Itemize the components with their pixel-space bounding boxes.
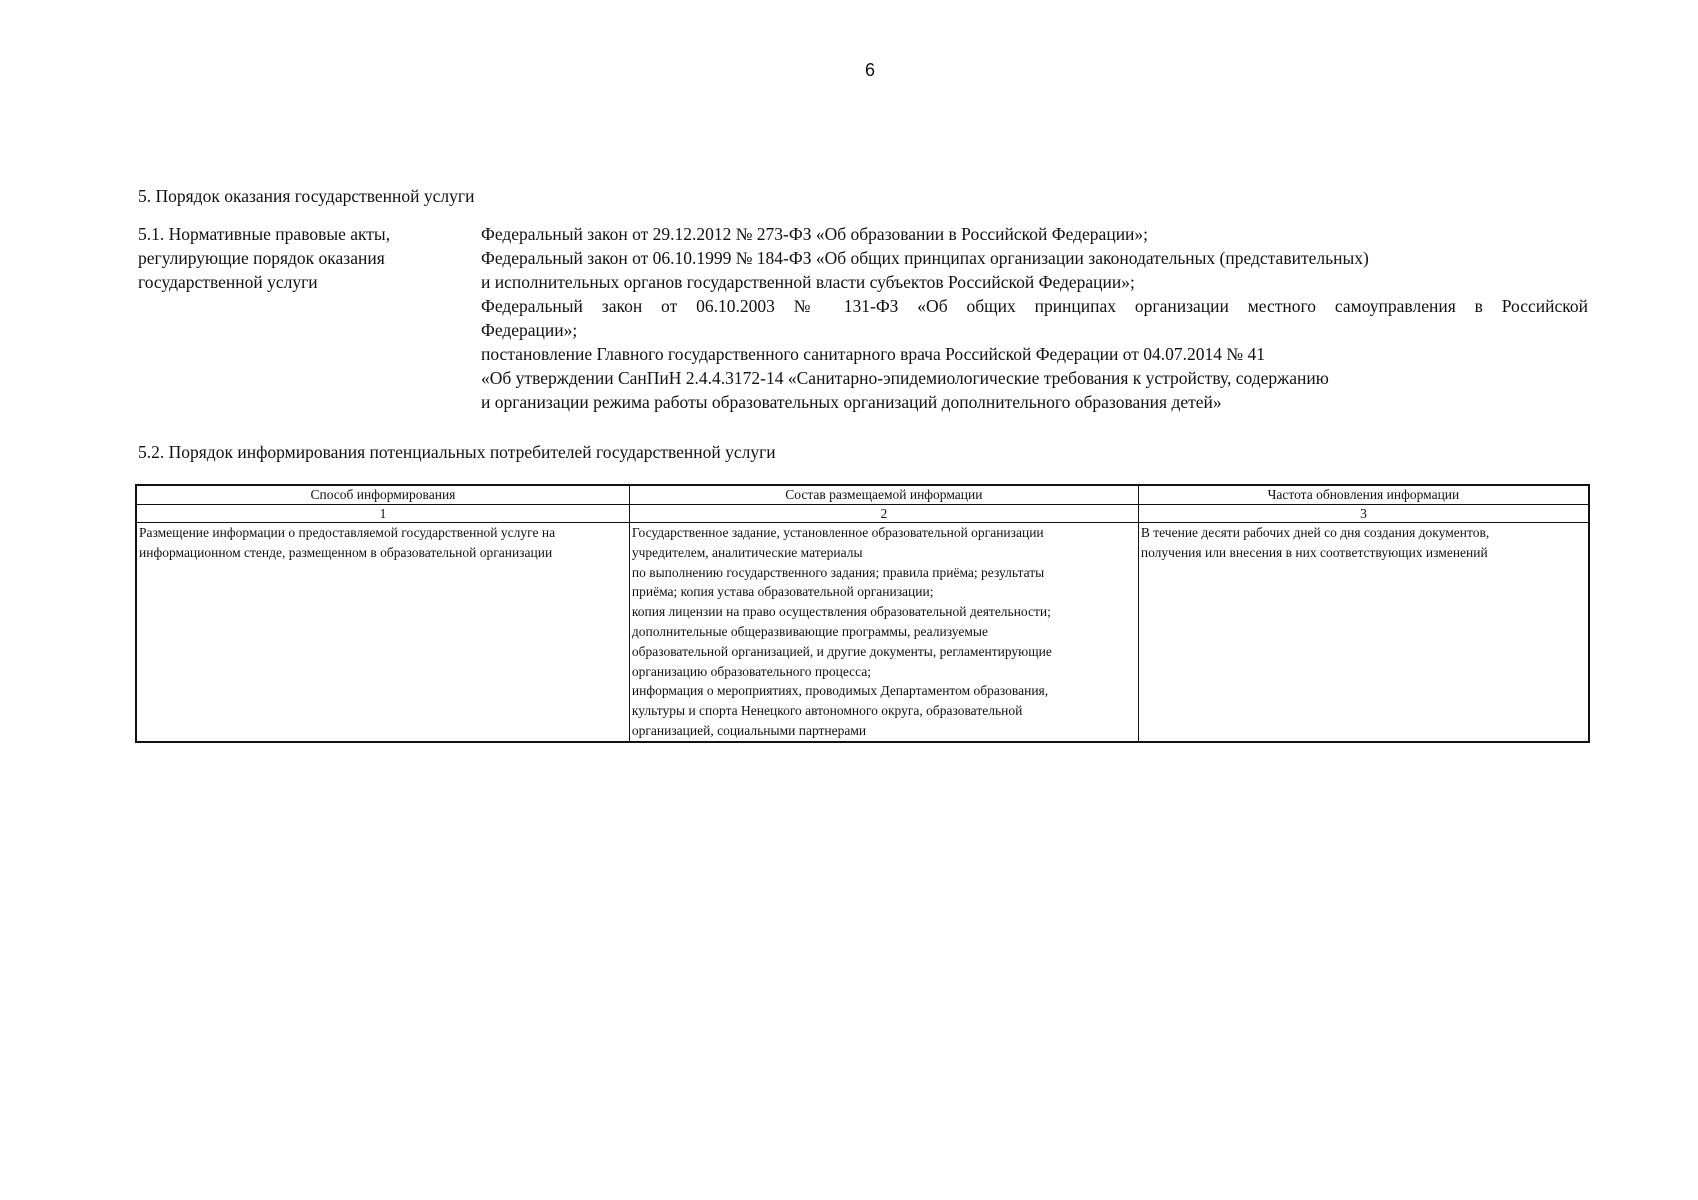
header-content: Состав размещаемой информации <box>629 485 1138 505</box>
header-frequency: Частота обновления информации <box>1138 485 1589 505</box>
cell-line: культуры и спорта Ненецкого автономного округа, образовательной <box>631 703 1023 719</box>
cell-line: учредителем, аналитические материалы <box>631 544 863 560</box>
cell-method <box>136 523 629 742</box>
column-number: 3 <box>1138 505 1589 523</box>
table-row <box>136 523 1589 742</box>
act-line: и исполнительных органов государственной власти субъектов Российской Федерации»; <box>481 272 1135 292</box>
column-number: 1 <box>136 505 629 523</box>
label-line: государственной услуги <box>138 272 318 292</box>
cell-line: копия лицензии на право осуществления образовательной деятельности; <box>631 604 1051 620</box>
cell-line: В течение десяти рабочих дней со дня создания документов, <box>1140 525 1490 540</box>
cell-line: Размещение информации о предоставляемой государственной услуге на <box>139 525 556 540</box>
cell-frequency <box>1138 523 1589 742</box>
cell-line: организацию образовательного процесса; <box>631 663 872 679</box>
label-line: 5.1. Нормативные правовые акты, <box>138 224 391 244</box>
table-number-row <box>136 505 1589 523</box>
cell-line: приёма; копия устава образовательной организации; <box>631 584 934 600</box>
page-number: 6 <box>864 60 875 80</box>
cell-line: Государственное задание, установленное образовательной организации <box>631 525 1044 540</box>
act-line-justified: Федеральный закон от 06.10.2003 № 131-ФЗ «Об общих принципах организации местного самоуправления в Российской <box>481 296 1588 316</box>
act-line: Федеральный закон от 06.10.1999 № 184-ФЗ «Об общих принципах организации законодательных (представительных) <box>481 248 1369 268</box>
cell-line: дополнительные общеразвивающие программы, реализуемые <box>631 623 988 639</box>
cell-line: информация о мероприятиях, проводимых Департаментом образования, <box>631 683 1049 699</box>
act-line: и организации режима работы образовательных организаций дополнительного образования детей» <box>481 392 1222 412</box>
table-header-row <box>136 485 1589 505</box>
act-line: Федеральный закон от 29.12.2012 № 273-ФЗ «Об образовании в Российской Федерации»; <box>481 224 1149 244</box>
column-number: 2 <box>629 505 1138 523</box>
cell-line: получения или внесения в них соответствующих изменений <box>1140 544 1488 560</box>
cell-line: информационном стенде, размещенном в образовательной организации <box>139 544 553 560</box>
act-line: постановление Главного государственного санитарного врача Российской Федерации от 04.07.2014 № 41 <box>481 344 1265 364</box>
act-line: «Об утверждении СанПиН 2.4.4.3172-14 «Санитарно-эпидемиологические требования к устройству, содержанию <box>481 368 1329 388</box>
regulatory-acts-label <box>138 222 438 294</box>
label-line: регулирующие порядок оказания <box>138 248 385 268</box>
cell-line: организацией, социальными партнерами <box>631 722 867 738</box>
act-line: Федерации»; <box>481 320 578 340</box>
subsection-title: 5.2. Порядок информирования потенциальных потребителей государственной услуги <box>138 442 776 462</box>
information-table <box>135 484 1590 743</box>
cell-line: образовательной организацией, и другие документы, регламентирующие <box>631 643 1052 659</box>
regulatory-acts-list <box>481 222 1588 414</box>
header-method: Способ информирования <box>136 485 629 505</box>
cell-line: по выполнению государственного задания; правила приёма; результаты <box>631 564 1045 580</box>
cell-content <box>629 523 1138 742</box>
section-title: 5. Порядок оказания государственной услуги <box>138 186 475 206</box>
